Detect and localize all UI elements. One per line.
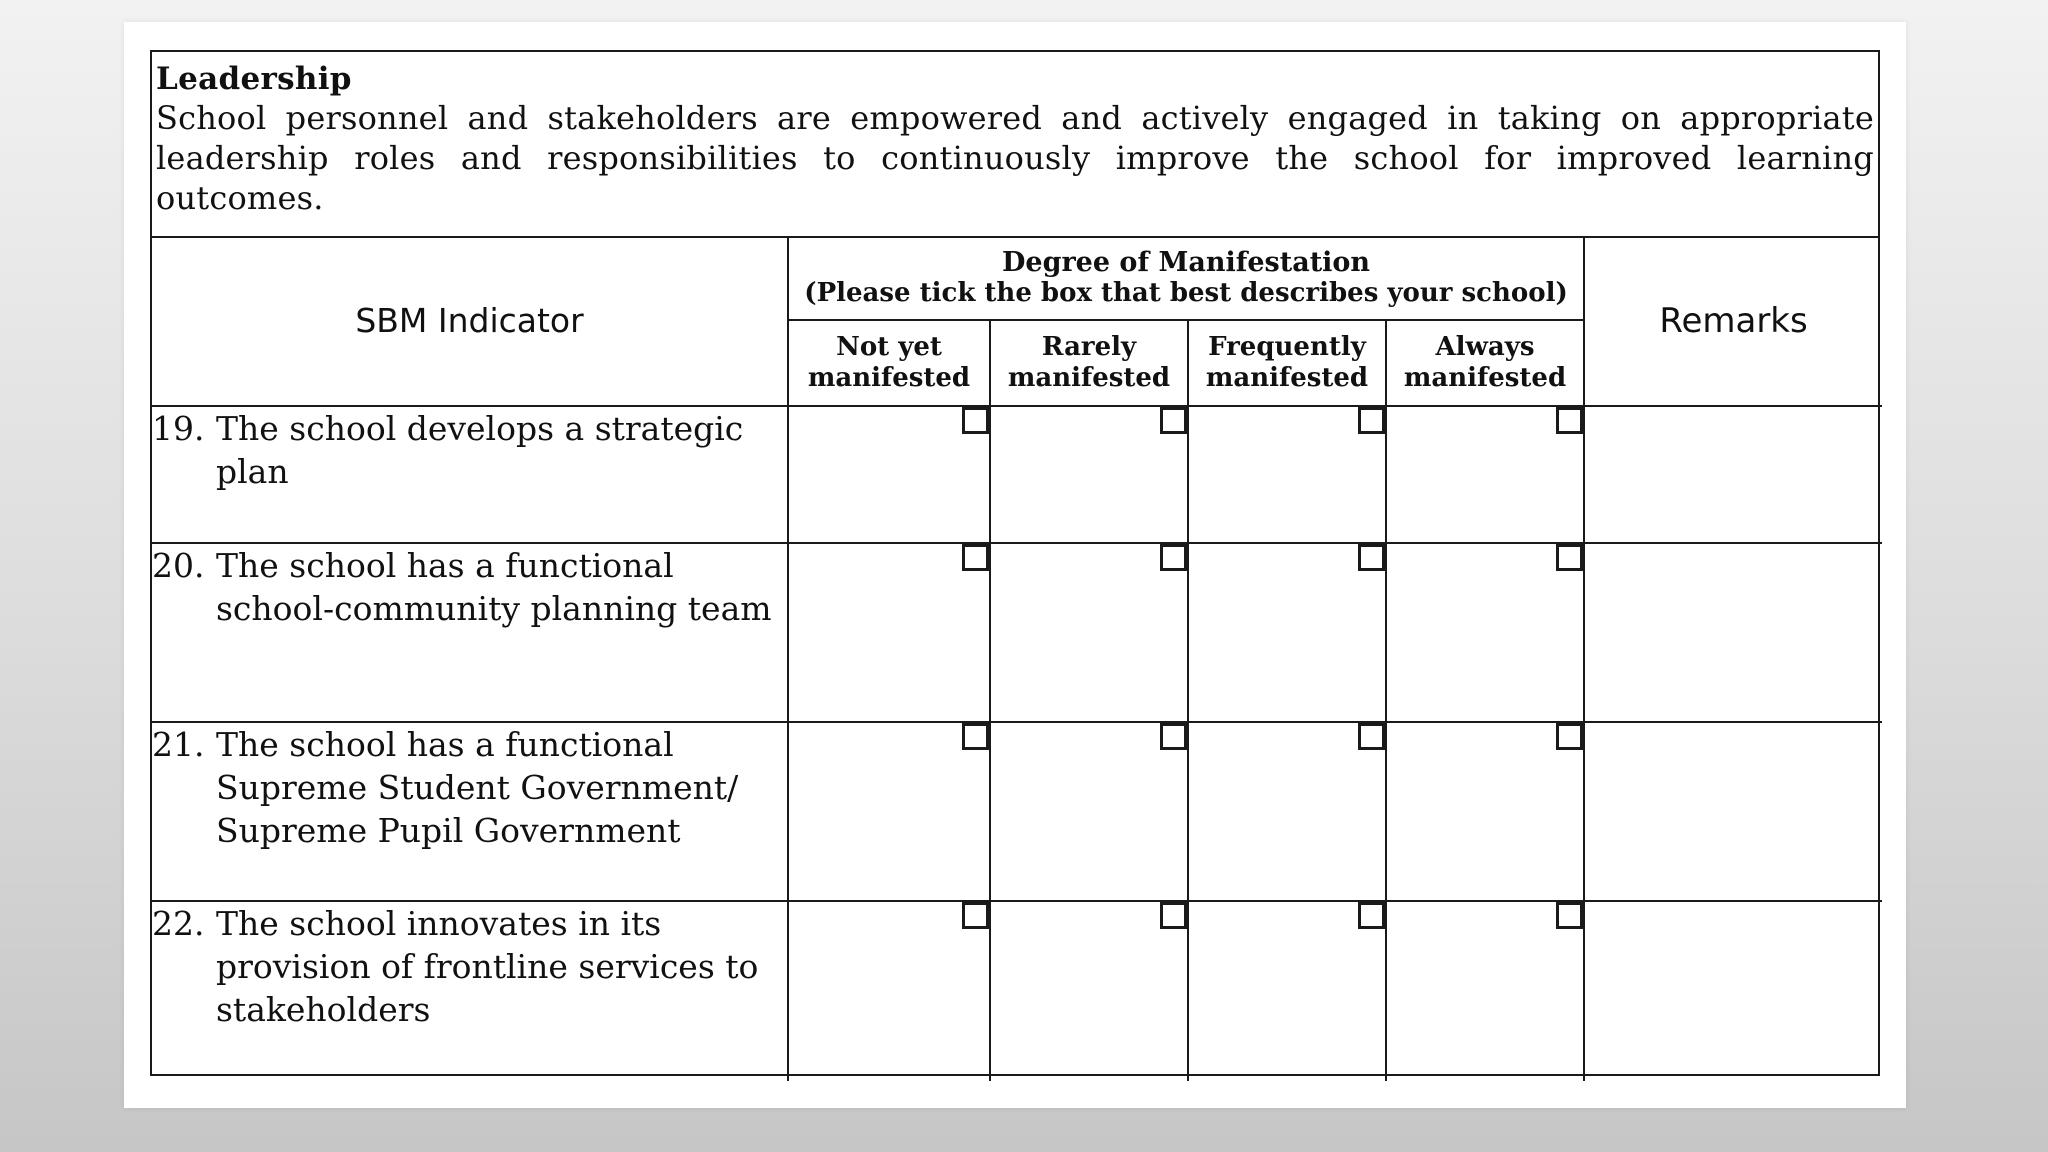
choice-cell <box>1386 901 1584 1081</box>
degree-subtitle: (Please tick the box that best describes your school) <box>804 277 1568 308</box>
choice-cell <box>1188 406 1386 543</box>
checkbox-rarely-manifested[interactable] <box>1160 544 1187 571</box>
indicator-number: 20. <box>152 546 205 585</box>
indicator-cell <box>152 543 788 722</box>
checkbox-frequently-manifested[interactable] <box>1358 544 1385 571</box>
section-title: Leadership <box>156 61 352 97</box>
choice-cell <box>990 543 1188 722</box>
indicator-number: 19. <box>152 409 205 448</box>
column-not-yet-manifested: Not yet manifested <box>788 320 990 406</box>
indicator-header: SBM Indicator <box>152 236 788 406</box>
checkbox-always-manifested[interactable] <box>1556 407 1583 434</box>
section-description: School personnel and stakeholders are empowered and actively engaged in taking on appropriate leadership roles and responsibilities to continuously improve the school for improved learning outcomes. <box>156 99 1874 217</box>
remarks-cell[interactable] <box>1584 406 1882 543</box>
choice-cell <box>788 406 990 543</box>
checkbox-always-manifested[interactable] <box>1556 544 1583 571</box>
checkbox-always-manifested[interactable] <box>1556 723 1583 750</box>
remarks-header: Remarks <box>1584 236 1882 406</box>
choice-cell <box>788 901 990 1081</box>
indicator-cell <box>152 406 788 543</box>
column-always-manifested: Always manifested <box>1386 320 1584 406</box>
indicator-text: The school has a functional school-community planning team <box>216 546 772 628</box>
choice-cell <box>1188 901 1386 1081</box>
form-frame <box>150 50 1880 1076</box>
table-row <box>152 543 1882 722</box>
slide <box>124 22 1906 1108</box>
choice-cell <box>990 722 1188 901</box>
checkbox-rarely-manifested[interactable] <box>1160 902 1187 929</box>
sbm-table <box>152 236 1882 1081</box>
choice-cell <box>1386 543 1584 722</box>
choice-cell <box>1188 722 1386 901</box>
indicator-number: 21. <box>152 725 205 764</box>
section-intro <box>152 52 1878 238</box>
table-row <box>152 901 1882 1081</box>
checkbox-frequently-manifested[interactable] <box>1358 723 1385 750</box>
choice-cell <box>788 722 990 901</box>
indicator-text: The school has a functional Supreme Student Government/ Supreme Pupil Government <box>216 725 739 850</box>
column-rarely-manifested: Rarely manifested <box>990 320 1188 406</box>
table-row <box>152 722 1882 901</box>
header-row <box>152 236 1882 320</box>
indicator-cell <box>152 901 788 1081</box>
indicator-cell <box>152 722 788 901</box>
remarks-cell[interactable] <box>1584 722 1882 901</box>
choice-cell <box>990 901 1188 1081</box>
degree-title: Degree of Manifestation <box>1001 246 1371 278</box>
checkbox-frequently-manifested[interactable] <box>1358 407 1385 434</box>
checkbox-always-manifested[interactable] <box>1556 902 1583 929</box>
choice-cell <box>1386 406 1584 543</box>
degree-header <box>788 236 1584 320</box>
choice-cell <box>788 543 990 722</box>
remarks-cell[interactable] <box>1584 901 1882 1081</box>
checkbox-rarely-manifested[interactable] <box>1160 407 1187 434</box>
checkbox-rarely-manifested[interactable] <box>1160 723 1187 750</box>
checkbox-not-yet-manifested[interactable] <box>962 723 989 750</box>
checkbox-not-yet-manifested[interactable] <box>962 902 989 929</box>
indicator-text: The school innovates in its provision of frontline services to stakeholders <box>216 904 759 1029</box>
checkbox-not-yet-manifested[interactable] <box>962 407 989 434</box>
choice-cell <box>990 406 1188 543</box>
indicator-number: 22. <box>152 904 205 943</box>
checkbox-not-yet-manifested[interactable] <box>962 544 989 571</box>
choice-cell <box>1188 543 1386 722</box>
remarks-cell[interactable] <box>1584 543 1882 722</box>
choice-cell <box>1386 722 1584 901</box>
checkbox-frequently-manifested[interactable] <box>1358 902 1385 929</box>
table-row <box>152 406 1882 543</box>
column-frequently-manifested: Frequently manifested <box>1188 320 1386 406</box>
indicator-text: The school develops a strategic plan <box>216 409 744 491</box>
